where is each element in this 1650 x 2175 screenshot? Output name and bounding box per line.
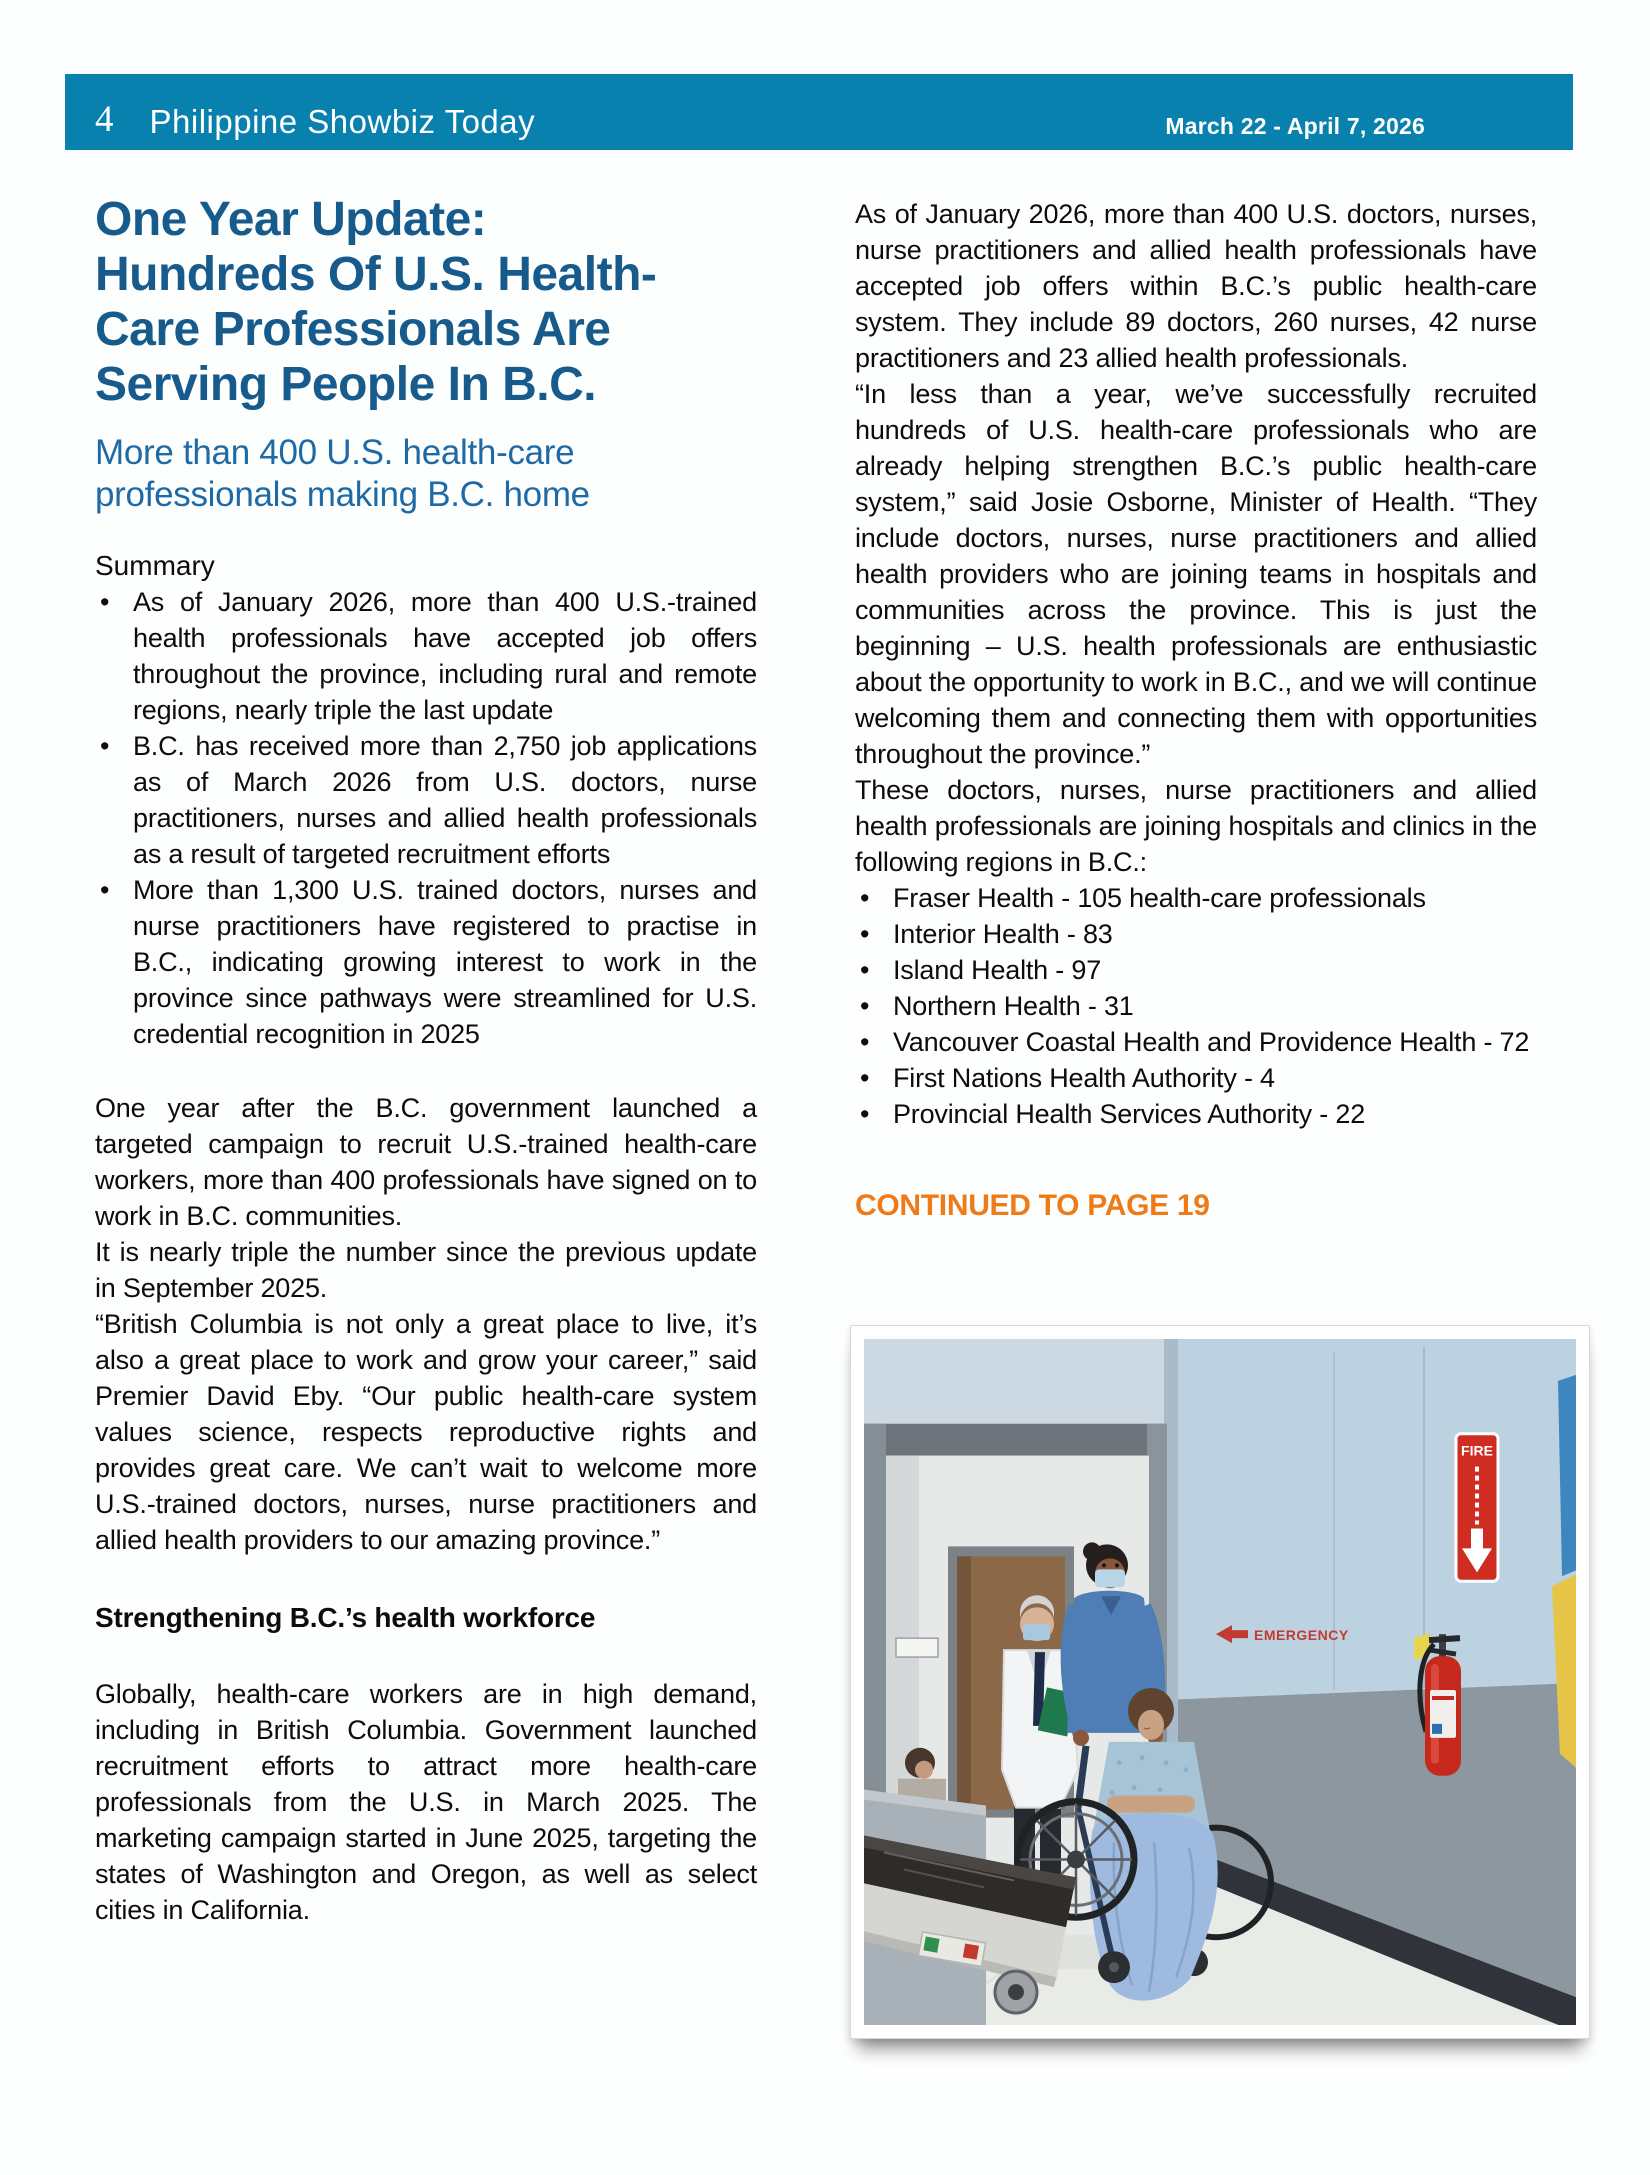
article-paragraph: Globally, health-care workers are in high demand, including in British Columbia. Government launched recruitment efforts to attract more health-care professionals from the U.S. in March 2025. The marketing campaign started in June 2025, targeting the states of Washington and Oregon, as well as select cities in California. [95,1679,757,1925]
region-bullet [855,1024,1537,1060]
headline-line: One Year Update: [95,193,487,246]
article-headline [95,192,757,412]
summary-bullet [95,584,757,728]
region-bullet [855,988,1537,1024]
bullet-marker [855,952,893,988]
article-paragraph: These doctors, nurses, nurse practitioners and allied health professionals are joining hospitals and clinics in the following regions in B.C.: [855,775,1537,877]
article-photo [850,1325,1590,2039]
subheadline-line: More than 400 U.S. health-care [95,433,575,472]
bullet-text: More than 1,300 U.S. trained doctors, nurses and nurse practitioners have registered to practise in B.C., indicating growing interest to work in the province since pathways were streamlined for U.S. credential recognition in 2025 [133,875,757,1049]
bullet-marker [95,728,133,872]
summary-bullet [95,728,757,872]
subheadline-line: professionals making B.C. home [95,475,590,514]
headline-line: Care Professionals Are [95,303,611,356]
region-bullet [855,880,1537,916]
bullet-marker [855,1096,893,1132]
bullet-marker [855,988,893,1024]
region-bullet [855,952,1537,988]
article-paragraph: It is nearly triple the number since the previous update in September 2025. [95,1237,757,1303]
summary-label: Summary [95,550,215,581]
bullet-text: Provincial Health Services Authority - 22 [893,1099,1366,1129]
left-column [95,192,757,1928]
region-bullet [855,916,1537,952]
right-column [855,196,1537,1224]
bullet-marker [855,1024,893,1060]
bullet-marker [855,916,893,952]
article-paragraph: One year after the B.C. government launched a targeted campaign to recruit U.S.-trained health-care workers, more than 400 professionals have signed on to work in B.C. communities. [95,1093,757,1231]
headline-line: Serving People In B.C. [95,358,597,411]
headline-line: Hundreds Of U.S. Health- [95,248,657,301]
bullet-text: First Nations Health Authority - 4 [893,1063,1275,1093]
bullet-marker [95,872,133,1052]
bullet-text: Interior Health - 83 [893,919,1113,949]
bullet-text: Vancouver Coastal Health and Providence Health - 72 [893,1027,1530,1057]
fire-sign [1456,1434,1498,1582]
article-subheadline [95,432,757,516]
summary-bullet [95,872,757,1052]
region-bullet [855,1060,1537,1096]
bullet-marker [855,880,893,916]
article-paragraph: “In less than a year, we’ve successfully recruited hundreds of U.S. health-care professionals who are already helping strengthen B.C.’s public health-care system,” said Josie Osborne, Minister of Health. “They include doctors, nurses, nurse practitioners and allied health providers who are joining teams in hospitals and communities across the province. This is just the beginning – U.S. health professionals are enthusiastic about the opportunity to work in B.C., and we will continue welcoming them and connecting them with opportunities throughout the province.” [855,379,1537,769]
nurse-face-mask [1095,1569,1125,1587]
article-paragraph: As of January 2026, more than 400 U.S. doctors, nurses, nurse practitioners and allied health professionals have accepted job offers within B.C.’s public health-care system. They include 89 doctors, 260 nurses, 42 nurse practitioners and 23 allied health professionals. [855,199,1537,373]
region-bullet [855,1096,1537,1132]
patient-arms [1107,1796,1195,1813]
fire-sign-text: FIRE [1461,1442,1493,1459]
bullet-text: Island Health - 97 [893,955,1102,985]
room-sign [896,1638,938,1657]
publication-title: Philippine Showbiz Today [149,103,536,140]
bullet-marker [95,584,133,728]
summary-bullet-list [95,584,757,1052]
emergency-sign-text: EMERGENCY [1254,1627,1349,1644]
article-paragraph: “British Columbia is not only a great place to live, it’s also a great place to work and grow your career,” said Premier David Eby. “Our public health-care system values science, respects reproductive rights and provides great care. We can’t wait to welcome more U.S.-trained doctors, nurses, nurse practitioners and allied health providers to our amazing province.” [95,1309,757,1555]
bullet-marker [855,1060,893,1096]
doctor-face-mask [1023,1624,1050,1640]
patient-head [1138,1710,1164,1740]
page-number: 4 [95,99,114,140]
continued-to-page-notice: CONTINUED TO PAGE 19 [855,1189,1210,1222]
bullet-text: Fraser Health - 105 health-care professionals [893,883,1426,913]
bullet-text: As of January 2026, more than 400 U.S.-trained health professionals have accepted job offers throughout the province, including rural and remote regions, nearly triple the last update [133,587,757,725]
issue-date: March 22 - April 7, 2026 [1165,113,1425,139]
hospital-hallway-photo [864,1339,1576,2025]
section-heading: Strengthening B.C.’s health workforce [95,1602,596,1633]
page-header-bar [65,74,1573,150]
bullet-text: B.C. has received more than 2,750 job applications as of March 2026 from U.S. doctors, nurse practitioners, nurses and allied health professionals as a result of targeted recruitment efforts [133,731,757,869]
bullet-text: Northern Health - 31 [893,991,1134,1021]
region-bullet-list [855,880,1537,1132]
